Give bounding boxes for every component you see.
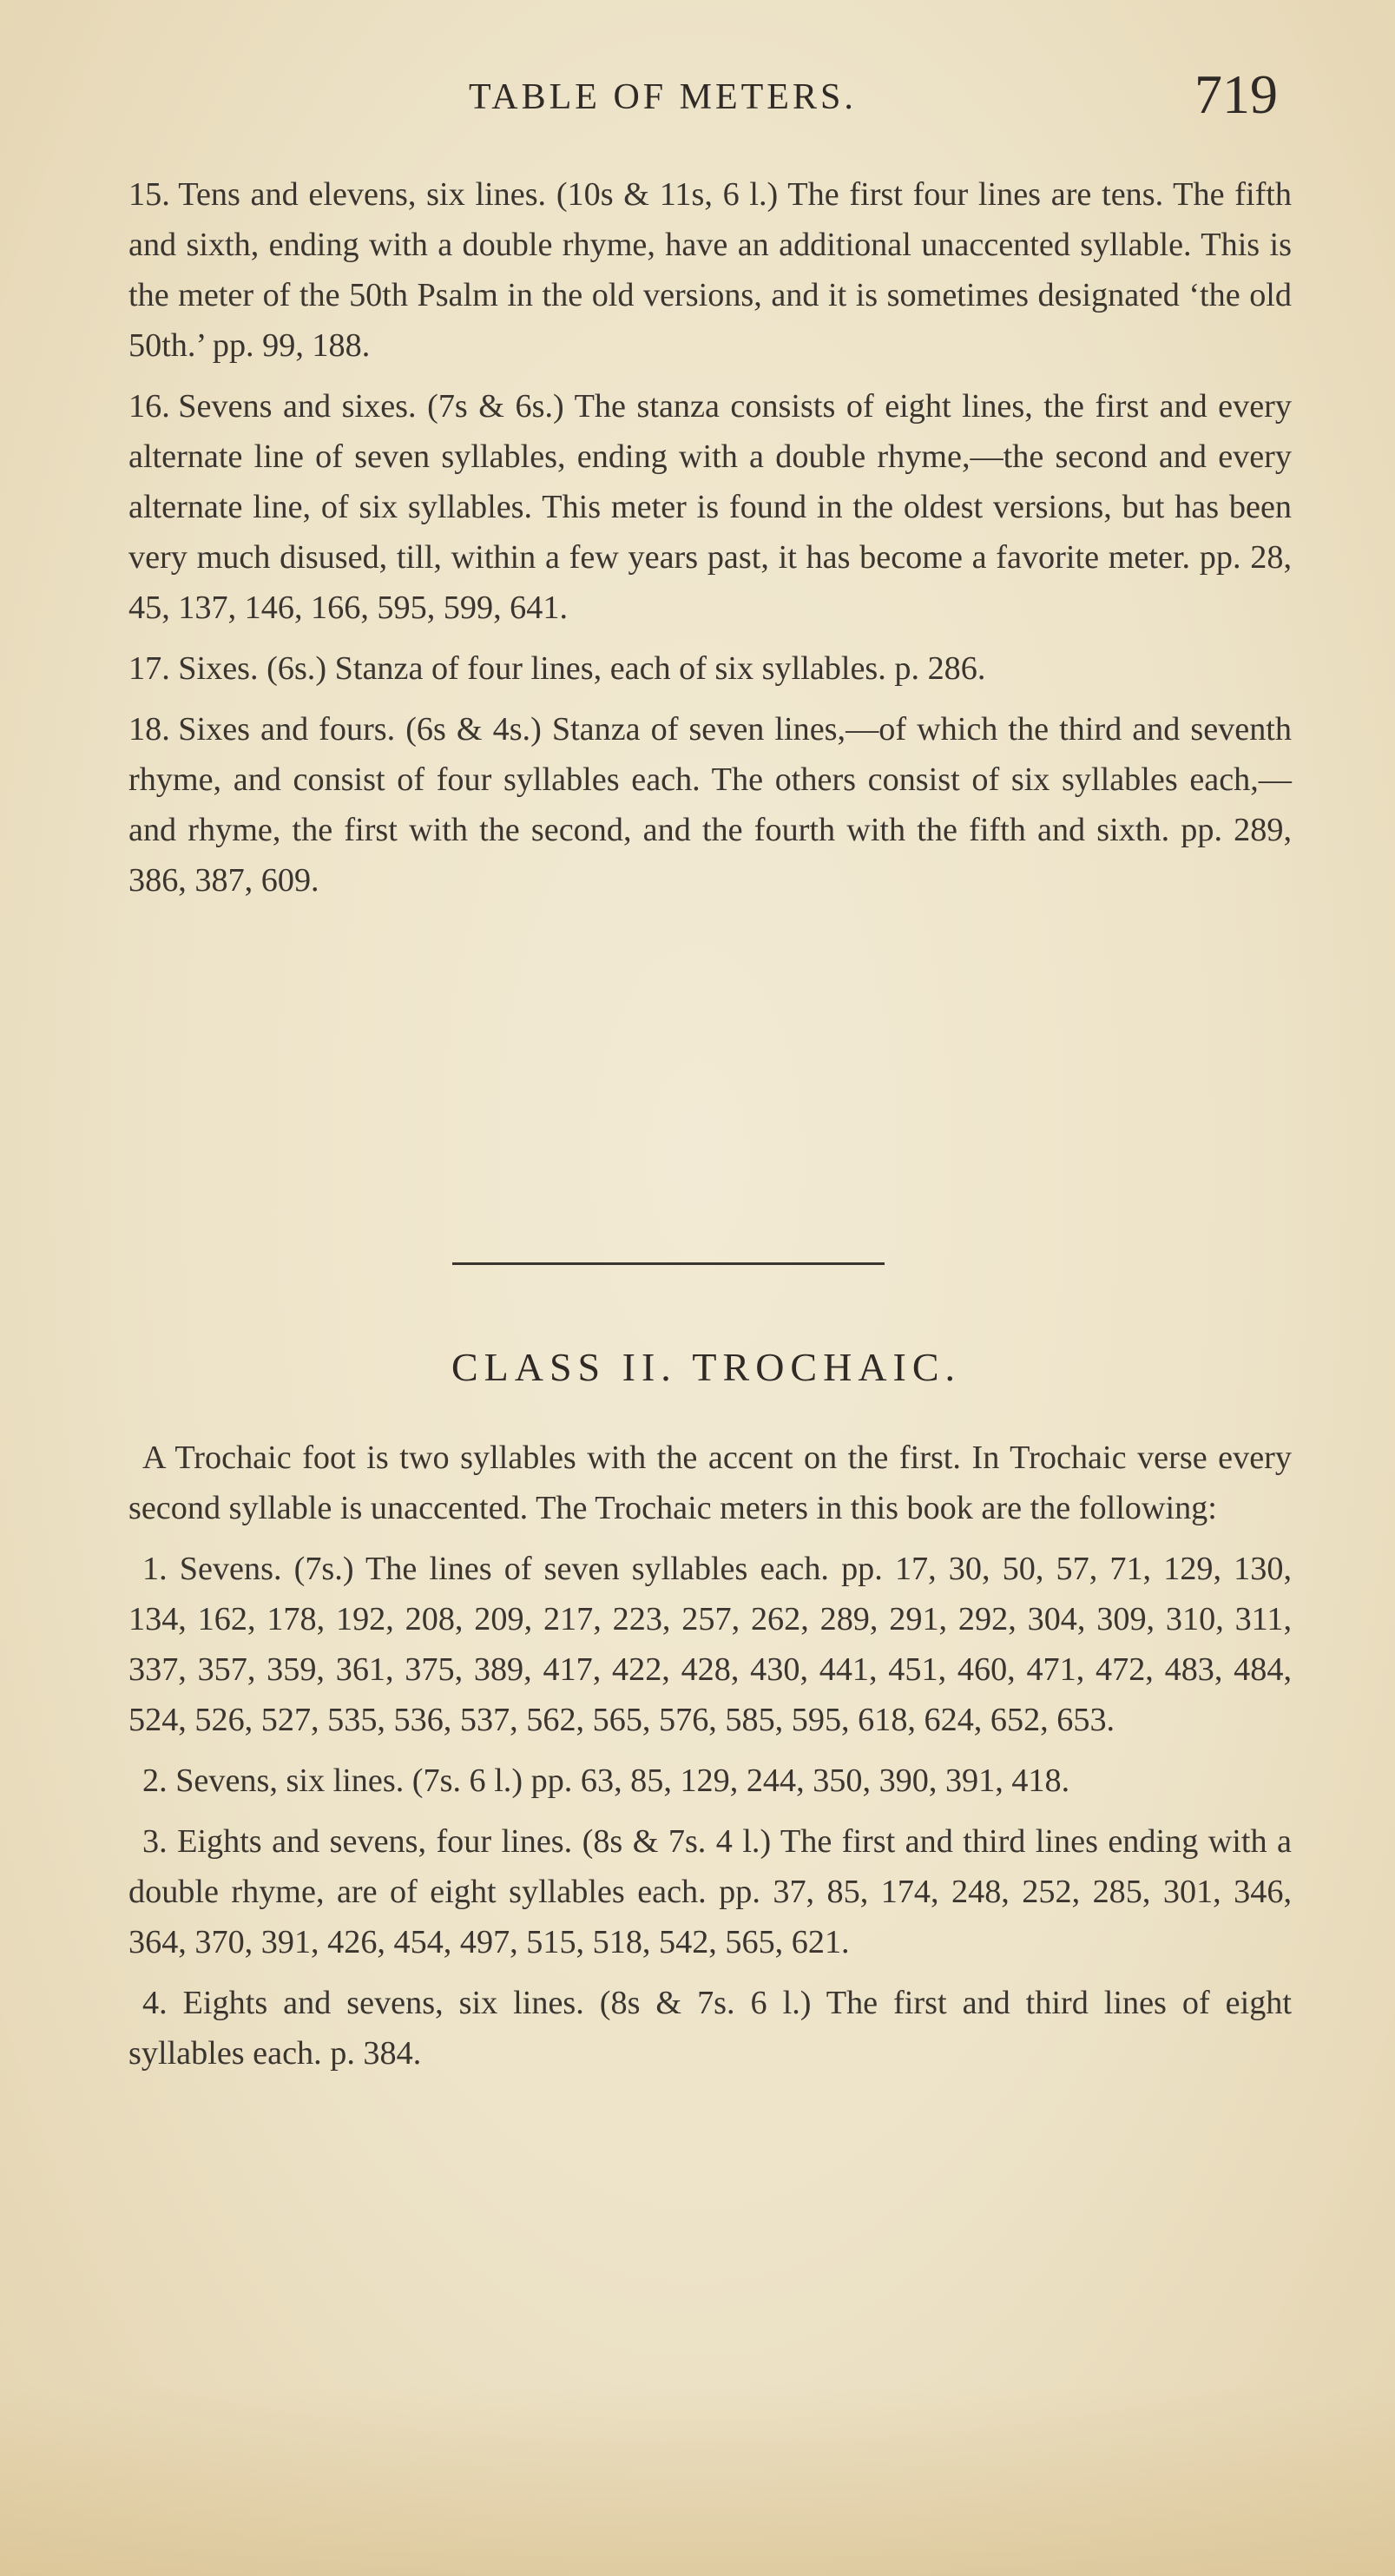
entry-number: 2.: [142, 1762, 168, 1799]
entry-text: Eights and sevens, six lines. (8s & 7s. 6 l.) The first and third lines of eight syllables each. p. 384.: [128, 1985, 1292, 2072]
meter-entry-18: [128, 704, 1292, 906]
entry-number: 17.: [128, 650, 170, 687]
entry-number: 18.: [128, 711, 170, 748]
trochaic-entry-2: [128, 1756, 1292, 1806]
entry-number: 16.: [128, 388, 170, 425]
entry-text: Sixes. (6s.) Stanza of four lines, each of six syllables. p. 286.: [178, 650, 986, 687]
meter-entry-15: [128, 169, 1292, 371]
entry-text: Eights and sevens, four lines. (8s & 7s. 4 l.) The first and third lines ending with a double rhyme, are of eight syllables each. pp. 37, 85, 174, 248, 252, 285, 301, 346, 364, 370, 391, 426, 454, 497, 515, 518, 542, 565, 621.: [128, 1823, 1293, 1960]
entry-text: Sevens and sixes. (7s & 6s.) The stanza consists of eight lines, the first and every alternate line of seven syllables, ending with a double rhyme,—the second and every alternate line, of six syllables. This meter is found in the oldest versions, but has been very much disused, till, within a few years past, it has become a favorite meter. pp. 28, 45, 137, 146, 166, 595, 599, 641.: [128, 388, 1292, 626]
entry-number: 3.: [142, 1823, 168, 1860]
section-intro: A Trochaic foot is two syllables with the accent on the first. In Trochaic verse every second syllable is unaccented. The Trochaic meters in this book are the following:: [128, 1440, 1292, 1526]
meter-entry-16: [128, 381, 1292, 633]
entry-text: Sevens, six lines. (7s. 6 l.) pp. 63, 85, 129, 244, 350, 390, 391, 418.: [175, 1762, 1070, 1799]
running-head: TABLE OF METERS.: [469, 77, 857, 117]
section-divider-rule: [452, 1262, 885, 1265]
entry-number: 4.: [142, 1985, 168, 2021]
entry-number: 1.: [142, 1551, 168, 1587]
section-two-body: [128, 1433, 1292, 2089]
trochaic-entry-1: [128, 1544, 1292, 1745]
trochaic-entry-4: [128, 1978, 1292, 2079]
entry-text: Sevens. (7s.) The lines of seven syllables each. pp. 17, 30, 50, 57, 71, 129, 130, 134, 162, 178, 192, 208, 209, 217, 223, 257, 262, 289, 291, 292, 304, 309, 310, 311, 337, 357, 359, 361, 375, 389, 417, 422, 428, 430, 441, 451, 460, 471, 472, 483, 484, 524, 526, 527, 535, 536, 537, 562, 565, 576, 585, 595, 618, 624, 652, 653.: [128, 1551, 1292, 1738]
entry-text: Sixes and fours. (6s & 4s.) Stanza of seven lines,—of which the third and seventh rhyme, and consist of four syllables each. The others consist of six syllables each,—and rhyme, the first with the second, and the fourth with the fifth and sixth. pp. 289, 386, 387, 609.: [128, 711, 1292, 899]
entry-text: Tens and elevens, six lines. (10s & 11s, 6 l.) The first four lines are tens. The fifth and sixth, ending with a double rhyme, have an additional unaccented syllable. This is the meter of the 50th Psalm in the old versions, and it is sometimes designated ‘the old 50th.’ pp. 99, 188.: [128, 176, 1292, 364]
section-heading: CLASS II. TROCHAIC.: [451, 1345, 962, 1389]
trochaic-entry-3: [128, 1816, 1292, 1967]
section-one-body: [128, 169, 1292, 906]
entry-number: 15.: [128, 176, 170, 213]
page-number: 719: [1194, 63, 1278, 125]
meter-entry-17: [128, 643, 1292, 694]
